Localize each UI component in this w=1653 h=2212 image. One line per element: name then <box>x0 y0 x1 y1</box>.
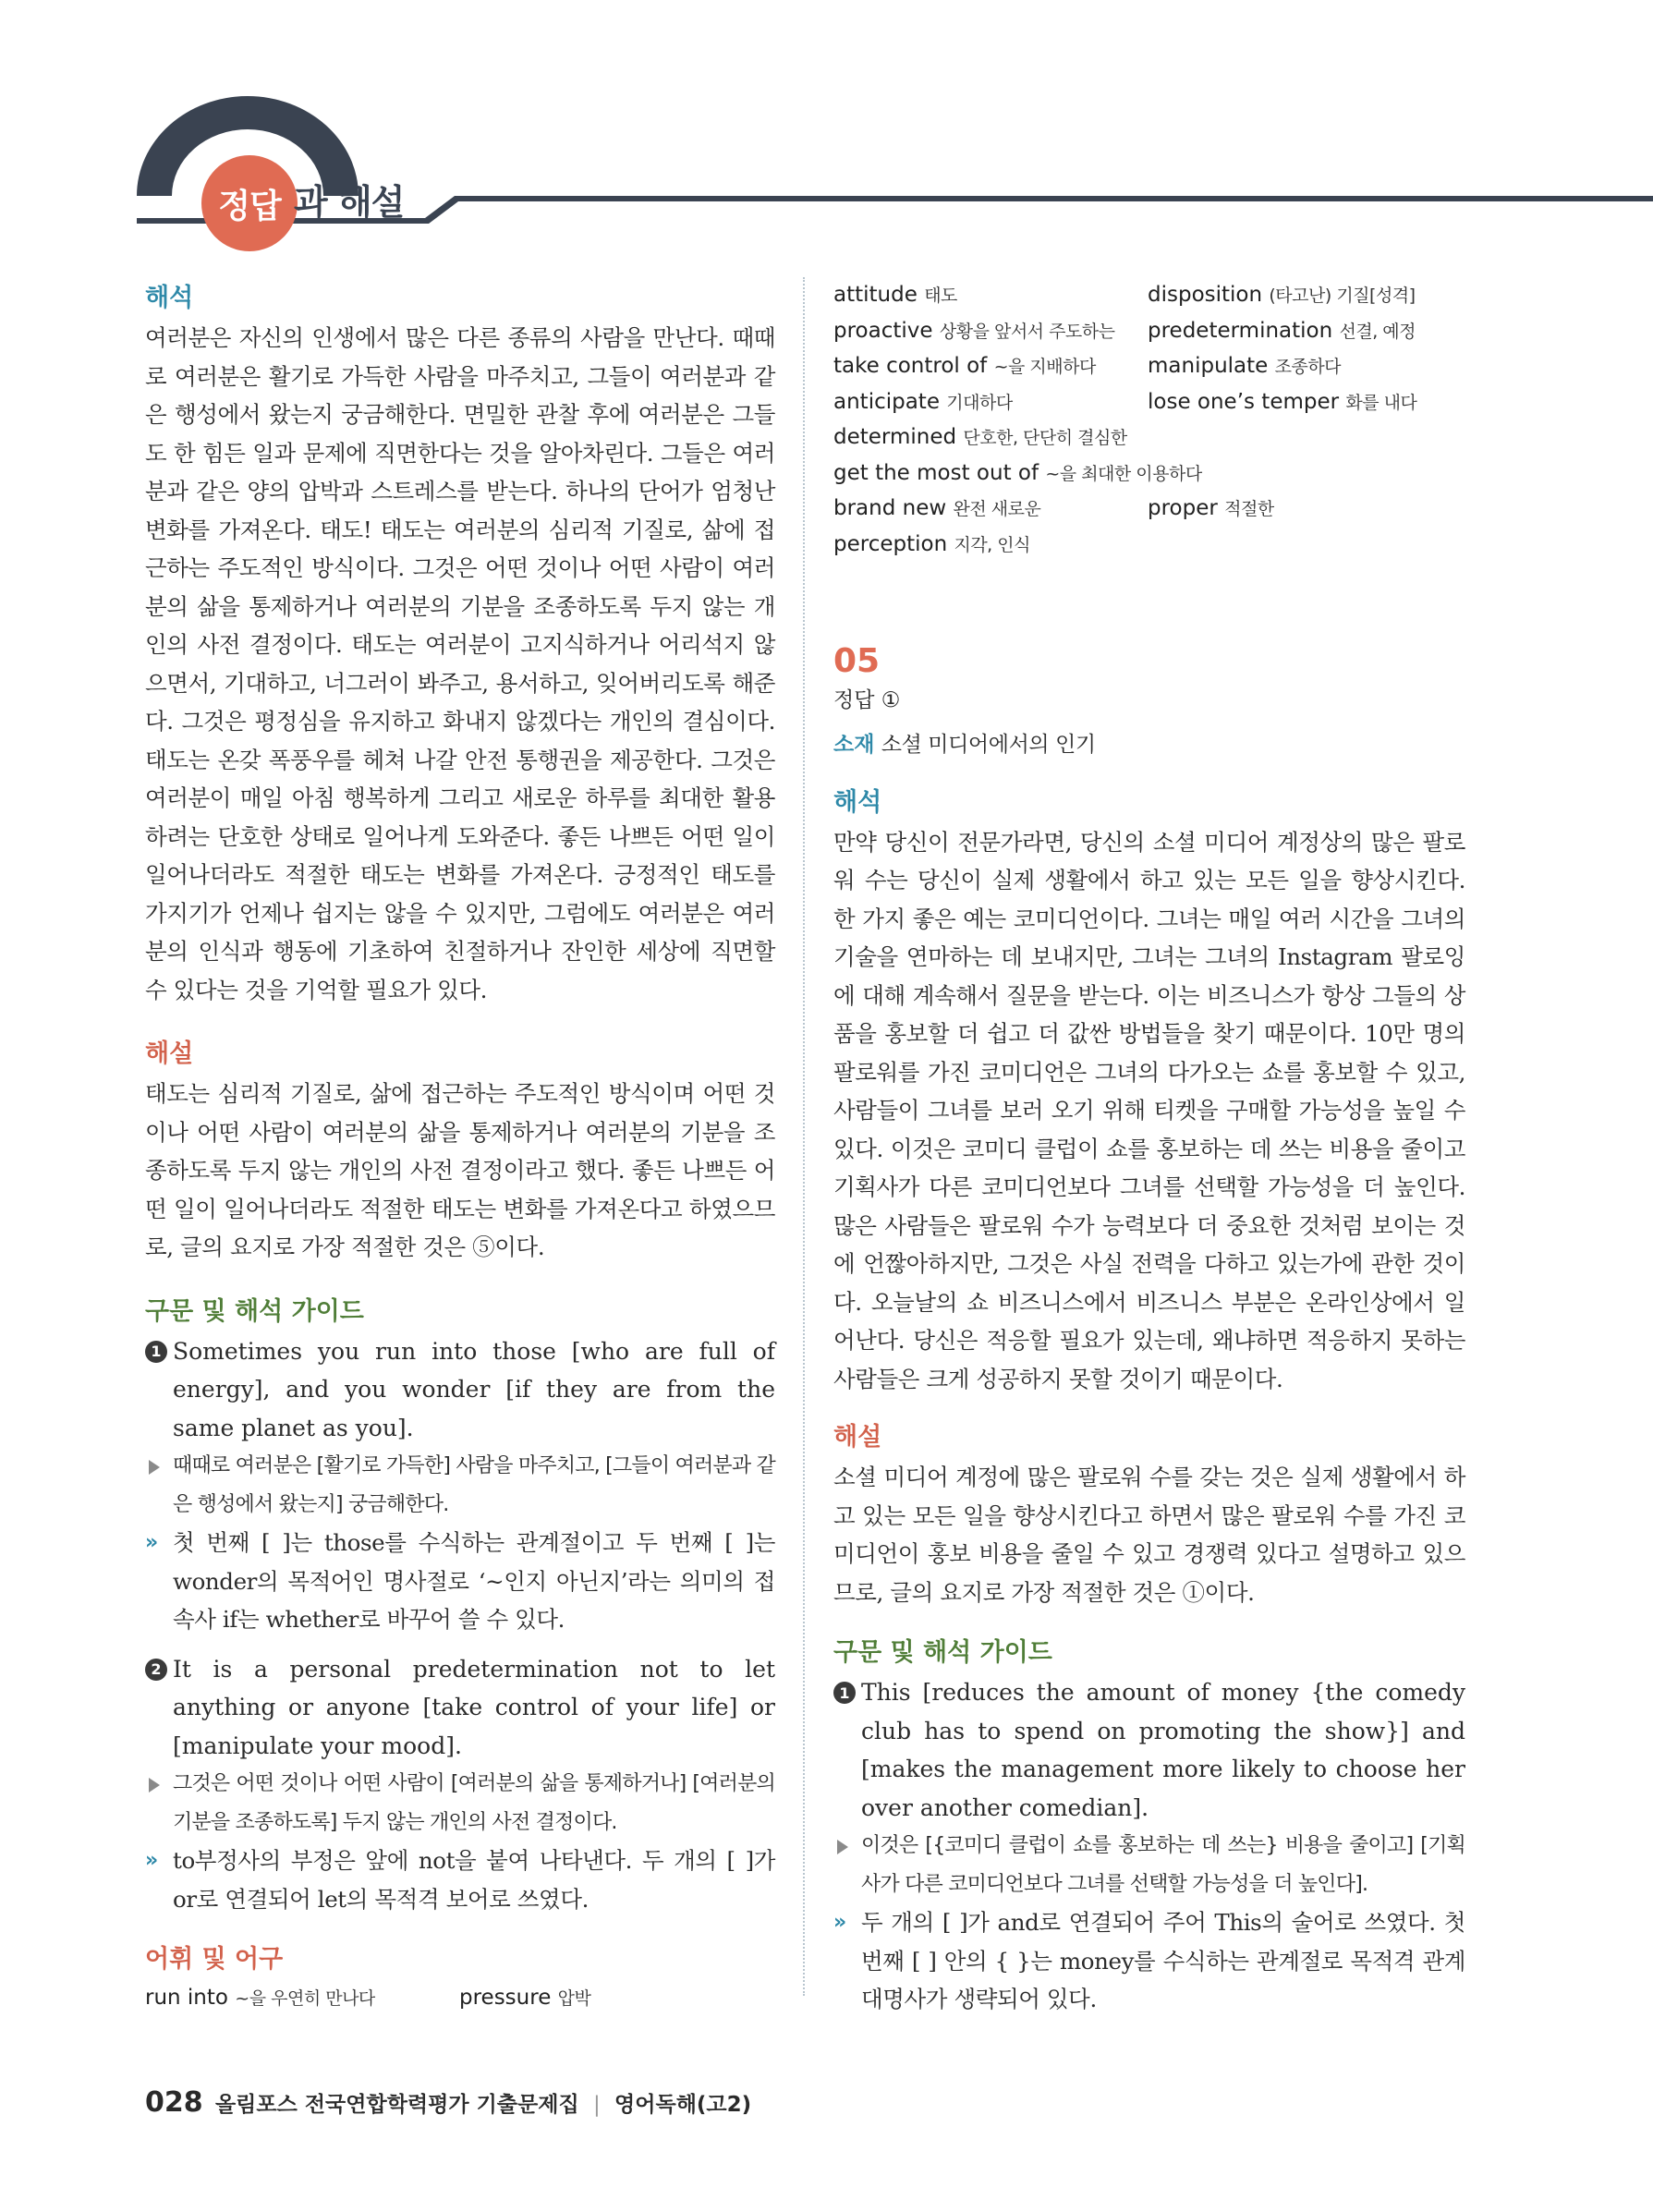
vocab-entry: disposition (타고난) 기질[성격] <box>1148 283 1416 307</box>
translation-body: 만약 당신이 전문가라면, 당신의 소셜 미디어 계정상의 많은 팔로워 수는 당신이 실제 생활에서 하고 있는 모든 일을 향상시킨다. 한 가지 좋은 예는 코미디언이다. 그녀는 매일 여러 시간을 그녀의 기술을 연마하는 데 보내지만, 그녀는 그녀의 Instagram 팔로잉에 대해 계속해서 질문을 받는다. 이는 비즈니스가 항상 그들의 상품을 홍보할 더 쉽고 더 값싼 방법들을 찾기 때문이다. 10만 명의 팔로워를 가진 코미디언은 그녀의 다가오는 쇼를 홍보할 수 있고, 사람들이 그녀를 보러 오기 위해 티켓을 구매할 가능성을 높일 수 있다. 이것은 코미디 클럽이 쇼를 홍보하는 데 쓰는 비용을 줄이고 기획사가 다른 코미디언보다 그녀를 선택할 가능성을 더 높인다. 많은 사람들은 팔로워 수가 능력보다 더 중요한 것처럼 보이는 것에 언짢아하지만, 그것은 사실 전력을 다하고 있는가에 관한 것이다. 오늘날의 쇼 비즈니스에서 비즈니스 부분은 온라인상에서 일어난다. 당신은 적응할 필요가 있는데, 왜냐하면 적응하지 못하는 사람들은 크게 성공하지 못할 것이기 때문이다. <box>833 828 1465 1392</box>
guide-sentence: It is a personal predetermination not to let anything or anyone [take control of your life] or [manipulate your mood]. <box>173 1655 775 1759</box>
grammar-guide-heading: 구문 및 해석 가이드 <box>833 1638 1052 1667</box>
guide-sentence: Sometimes you run into those [who are full of energy], and you wonder [if they are from the same planet as you]. <box>173 1337 775 1441</box>
footer-separator: | <box>592 2093 601 2117</box>
vocab-entry: proactive 상황을 앞서서 주도하는 <box>833 318 1115 343</box>
guide-note-text: 두 개의 [ ]가 and로 연결되어 주어 This의 술어로 쓰였다. 첫 번째 [ ] 안의 { }는 money를 수식하는 관계절로 목적격 관계대명사가 생략되어 있다. <box>861 1909 1465 2012</box>
guide-note-1 <box>833 1903 1465 2019</box>
question-block <box>833 641 1465 765</box>
guide-note-text: to부정사의 부정은 앞에 not을 붙여 나타낸다. 두 개의 [ ]가 or로 연결되어 let의 목적격 보어로 쓰였다. <box>173 1847 775 1913</box>
topic-line <box>833 726 1465 765</box>
vocab-row <box>833 277 1465 313</box>
vocab-entry: determined 단호한, 단단히 결심한 <box>833 425 1127 449</box>
column-divider <box>803 277 805 1996</box>
topic-text: 소셜 미디어에서의 인기 <box>881 733 1096 757</box>
vocab-entry: anticipate 기대하다 <box>833 389 1013 414</box>
page-header <box>0 0 1653 240</box>
vocab-row <box>833 384 1465 420</box>
guide-item-1 <box>145 1332 775 1448</box>
guide-translation-1 <box>833 1827 1465 1903</box>
vocab-row <box>145 1980 775 2016</box>
triangle-bullet-icon <box>149 1460 160 1475</box>
subject-title: 영어독해(고2) <box>614 2093 752 2117</box>
question-number: 05 <box>833 642 881 680</box>
vocab-entry: attitude 태도 <box>833 283 957 307</box>
explanation-body: 태도는 심리적 기질로, 삶에 접근하는 주도적인 방식이며 어떤 것이나 어떤 사람이 여러분의 삶을 통제하거나 여러분의 기분을 조종하도록 두지 않는 개인의 사전 결정이라고 했다. 좋든 나쁘든 어떤 일이 일어나더라도 적절한 태도는 변화를 가져온다고 하였으므로, 글의 요지로 가장 적절한 것은 ⑤이다. <box>145 1080 775 1260</box>
guide-sentence: This [reduces the amount of money {the comedy club has to spend on promoting the show}] and [makes the management more likely to choose her over another comedian]. <box>861 1679 1465 1821</box>
vocab-entry: pressure 압박 <box>459 1986 591 2010</box>
page-number: 028 <box>145 2086 203 2119</box>
answer-badge: 정답 <box>201 155 298 251</box>
left-column <box>145 277 775 2016</box>
vocabulary-heading: 어휘 및 어구 <box>145 1945 284 1974</box>
guide-translation-text: 때때로 여러분은 [활기로 가득한] 사람을 마주치고, [그들이 여러분과 같은 행성에서 왔는지] 궁금해한다. <box>173 1454 775 1516</box>
guide-item-2 <box>145 1650 775 1766</box>
answer-line: 정답 ① <box>833 688 901 712</box>
vocab-entry: get the most out of ~을 최대한 이용하다 <box>833 460 1202 485</box>
vocab-row <box>833 456 1465 492</box>
guide-translation-text: 그것은 어떤 것이나 어떤 사람이 [여러분의 삶을 통제하거나] [여러분의 기분을 조종하도록] 두지 않는 개인의 사전 결정이다. <box>173 1772 775 1834</box>
vocab-row <box>833 348 1465 384</box>
vocab-entry: predetermination 선결, 예정 <box>1148 318 1416 343</box>
double-chevron-icon: » <box>145 1531 153 1554</box>
guide-translation-2 <box>145 1765 775 1841</box>
vocab-entry: run into ~을 우연히 만나다 <box>145 1986 375 2010</box>
explanation-heading: 해설 <box>833 1423 882 1452</box>
item-number: 2 <box>145 1659 167 1681</box>
vocabulary-list-continued <box>833 277 1465 562</box>
page-footer <box>145 2086 751 2119</box>
translation-body: 여러분은 자신의 인생에서 많은 다른 종류의 사람을 만난다. 때때로 여러분은 활기로 가득한 사람을 마주치고, 그들이 여러분과 같은 행성에서 왔는지 궁금해한다. 면밀한 관찰 후에 여러분은 그들도 한 힘든 일과 문제에 직면한다는 것을 알아차린다. 그들은 여러분과 같은 양의 압박과 스트레스를 받는다. 하나의 단어가 엄청난 변화를 가져온다. 태도! 태도는 여러분의 심리적 기질로, 삶에 접근하는 주도적인 방식이다. 그것은 어떤 것이나 어떤 사람이 여러분의 삶을 통제하거나 여러분의 기분을 조종하도록 두지 않는 개인의 사전 결정이다. 태도는 여러분이 고지식하거나 어리석지 않으면서, 기대하고, 너그러이 봐주고, 용서하고, 잊어버리도록 해준다. 그것은 평정심을 유지하고 화내지 않겠다는 개인의 결심이다. 태도는 온갖 폭풍우를 헤쳐 나갈 안전 통행권을 제공한다. 그것은 여러분이 매일 아침 행복하게 그리고 새로운 하루를 최대한 활용하려는 단호한 상태로 일어나게 도와준다. 좋든 나쁘든 어떤 일이 일어나더라도 적절한 태도는 변화를 가져온다. 긍정적인 태도를 가지기가 언제나 쉽지는 않을 수 있지만, 그럼에도 여러분은 여러분의 인식과 행동에 기초하여 친절하거나 잔인한 세상에 직면할 수 있다는 것을 기억할 필요가 있다. <box>145 324 775 1003</box>
vocab-row <box>833 419 1465 456</box>
item-number: 1 <box>833 1682 856 1704</box>
guide-translation-1 <box>145 1447 775 1524</box>
book-title: 올림포스 전국연합학력평가 기출문제집 <box>214 2093 579 2117</box>
guide-item-1 <box>833 1673 1465 1827</box>
vocab-row <box>833 313 1465 349</box>
double-chevron-icon: » <box>145 1849 153 1872</box>
vocab-row <box>833 491 1465 527</box>
vocab-entry: take control of ~을 지배하다 <box>833 354 1096 378</box>
guide-translation-text: 이것은 [{코미디 클럽이 쇼를 홍보하는 데 쓰는} 비용을 줄이고] [기획사가 다른 코미디언보다 그녀를 선택할 가능성을 더 높인다]. <box>861 1834 1465 1896</box>
translation-heading: 해석 <box>145 284 194 312</box>
vocab-entry: brand new 완전 새로운 <box>833 496 1041 520</box>
vocabulary-list <box>145 1980 775 2016</box>
topic-label: 소재 <box>833 733 875 757</box>
item-number: 1 <box>145 1341 167 1363</box>
guide-note-2 <box>145 1841 775 1918</box>
vocab-entry: perception 지각, 인식 <box>833 531 1030 556</box>
vocab-entry: proper 적절한 <box>1148 496 1274 520</box>
guide-note-text: 첫 번째 [ ]는 those를 수식하는 관계절이고 두 번째 [ ]는 wonder의 목적어인 명사절로 ‘~인지 아닌지’라는 의미의 접속사 if는 whether로 바꾸어 쓸 수 있다. <box>173 1529 775 1633</box>
triangle-bullet-icon <box>837 1840 848 1854</box>
double-chevron-icon: » <box>833 1911 842 1934</box>
translation-heading: 해석 <box>833 787 882 817</box>
guide-note-1 <box>145 1524 775 1639</box>
vocab-entry: manipulate 조종하다 <box>1148 354 1342 378</box>
right-column <box>833 277 1465 2019</box>
vocab-row <box>833 527 1465 563</box>
explanation-body: 소셜 미디어 계정에 많은 팔로워 수를 갖는 것은 실제 생활에서 하고 있는 모든 일을 향상시킨다고 하면서 많은 팔로워 수를 가진 코미디언이 홍보 비용을 줄일 수 있고 경쟁력 있다고 설명하고 있으므로, 글의 요지로 가장 적절한 것은 ①이다. <box>833 1464 1465 1606</box>
grammar-guide-heading: 구문 및 해석 가이드 <box>145 1296 364 1326</box>
triangle-bullet-icon <box>149 1778 160 1793</box>
header-title: 과 해설 <box>294 182 405 223</box>
vocab-entry: lose one’s temper 화를 내다 <box>1148 389 1417 414</box>
explanation-heading: 해설 <box>145 1039 194 1068</box>
